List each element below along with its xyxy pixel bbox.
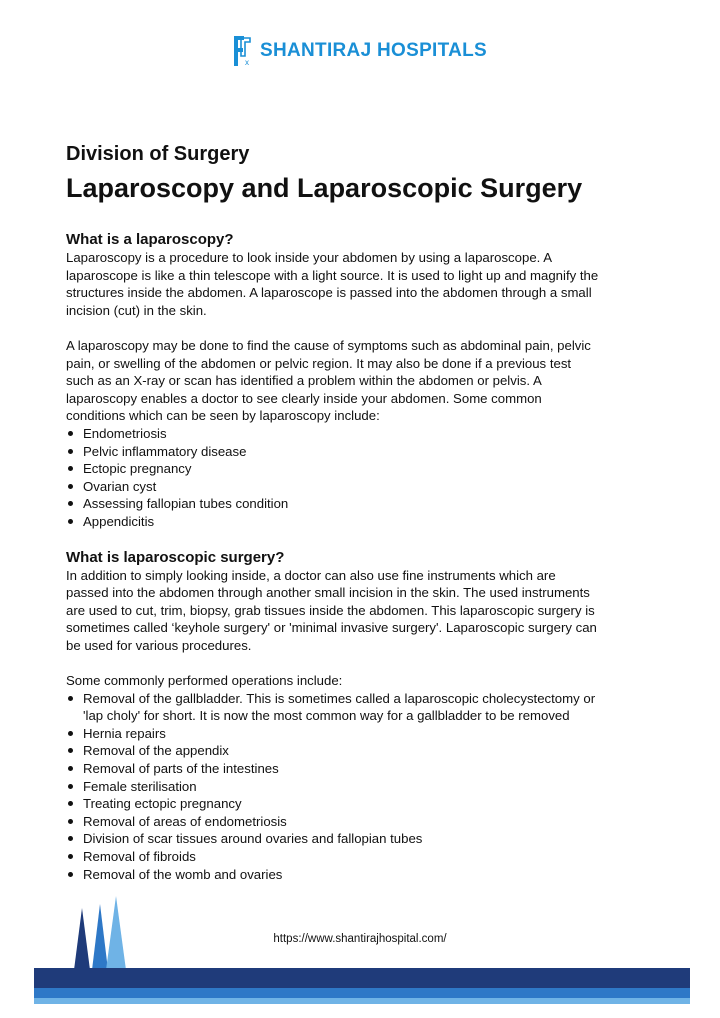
svg-text:x: x <box>245 58 249 67</box>
list-item: Ovarian cyst <box>66 478 666 496</box>
list-item: Hernia repairs <box>66 725 666 743</box>
list-item: Removal of parts of the intestines <box>66 760 666 778</box>
list-item: Division of scar tissues around ovaries and fallopian tubes <box>66 830 666 848</box>
footer-band-dark <box>34 968 690 988</box>
text-line: passed into the abdomen through another small incision in the skin. The used instruments <box>66 585 590 601</box>
footer-band-light <box>34 998 690 1004</box>
text-line: incision (cut) in the skin. <box>66 302 207 318</box>
footer-band-mid <box>34 988 690 998</box>
header <box>230 34 487 68</box>
text-line: laparoscopy enables a doctor to see clearly inside your abdomen. Some common <box>66 390 542 406</box>
list-item: Assessing fallopian tubes condition <box>66 495 666 513</box>
section2-paragraph-1 <box>66 567 666 655</box>
text-line: laparoscope is like a thin telescope with a light source. It is used to light up and magnify the <box>66 267 599 283</box>
list-item: Endometriosis <box>66 425 666 443</box>
section1-paragraph-1 <box>66 249 666 319</box>
section2-paragraph-2: Some commonly performed operations include: <box>66 673 343 689</box>
text-line: A laparoscopy may be done to find the cause of symptoms such as abdominal pain, pelvic <box>66 337 591 353</box>
list-item: Removal of the womb and ovaries <box>66 866 666 884</box>
section1-paragraph-2 <box>66 337 666 425</box>
list-item: Removal of fibroids <box>66 848 666 866</box>
division-heading: Division of Surgery <box>66 143 250 165</box>
list-item: Ectopic pregnancy <box>66 460 666 478</box>
list-item: Appendicitis <box>66 513 666 531</box>
text-line: 'lap choly' for short. It is now the most common way for a gallbladder to be removed <box>83 708 570 724</box>
operations-list <box>66 690 666 884</box>
footer-decoration <box>0 890 720 1018</box>
list-item: Pelvic inflammatory disease <box>66 443 666 461</box>
page-title: Laparoscopy and Laparoscopic Surgery <box>66 173 583 203</box>
section-heading-laparoscopic-surgery: What is laparoscopic surgery? <box>66 548 285 566</box>
text-line: Removal of the gallbladder. This is sometimes called a laparoscopic cholecystectomy or <box>83 690 596 706</box>
list-item: Female sterilisation <box>66 778 666 796</box>
list-item: Removal of the appendix <box>66 742 666 760</box>
text-line: pain, or swelling of the abdomen or pelvic region. It may also be done if a previous test <box>66 355 572 371</box>
list-item <box>66 690 666 725</box>
text-line: sometimes called ‘keyhole surgery' or 'minimal invasive surgery'. Laparoscopic surgery can <box>66 620 597 636</box>
document-body <box>66 141 666 883</box>
text-line: such as an X-ray or scan has identified a problem within the abdomen or pelvis. A <box>66 373 542 389</box>
text-line: In addition to simply looking inside, a doctor can also use fine instruments which are <box>66 567 556 583</box>
list-item: Removal of areas of endometriosis <box>66 813 666 831</box>
conditions-list <box>66 425 666 531</box>
footer-url[interactable]: https://www.shantirajhospital.com/ <box>273 933 447 945</box>
list-item: Treating ectopic pregnancy <box>66 795 666 813</box>
text-line: be used for various procedures. <box>66 637 252 653</box>
text-line: Laparoscopy is a procedure to look inside your abdomen by using a laparoscope. A <box>66 250 553 265</box>
text-line: structures inside the abdomen. A laparoscope is passed into the abdomen through a small <box>66 285 592 301</box>
text-line: are used to cut, trim, biopsy, grab tissues inside the abdomen. This laparoscopic surgery is <box>66 602 595 618</box>
shantiraj-logo-icon <box>230 34 254 68</box>
section-heading-laparoscopy: What is a laparoscopy? <box>66 231 234 248</box>
text-line: conditions which can be seen by laparoscopy include: <box>66 408 380 424</box>
brand-name: SHANTIRAJ HOSPITALS <box>260 40 488 61</box>
